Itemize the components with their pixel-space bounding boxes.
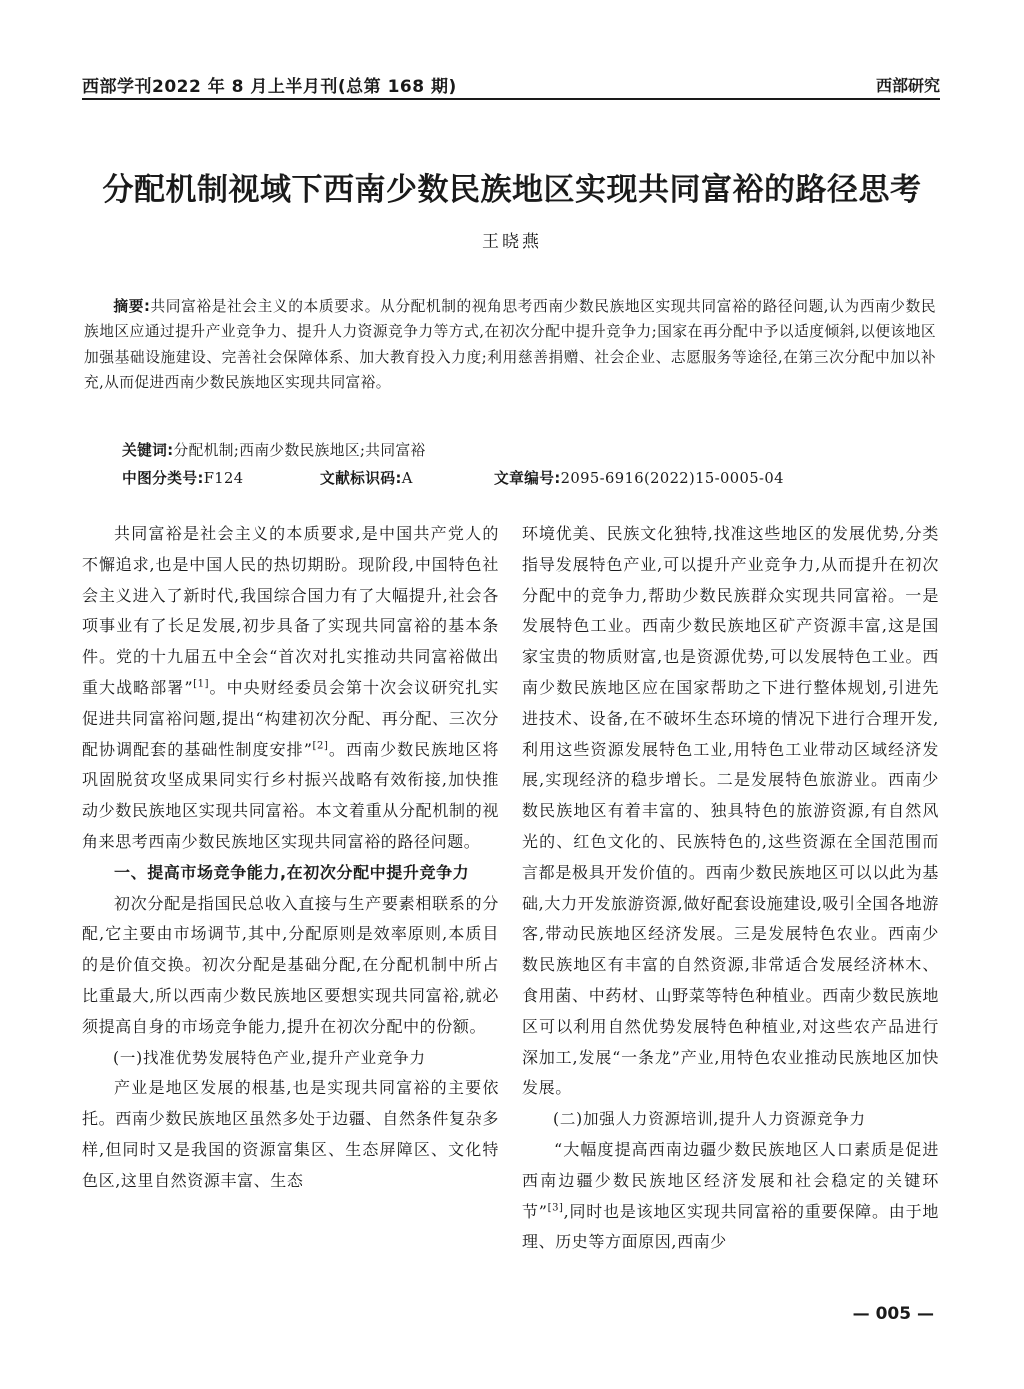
abstract-label: 摘要:	[113, 298, 151, 315]
keywords-label: 关键词:	[122, 442, 174, 459]
keywords	[122, 440, 936, 462]
citation-2: [2]	[312, 740, 329, 752]
header-rule	[82, 98, 940, 100]
journal-issue: 西部学刊2022 年 8 月上半月刊(总第 168 期)	[82, 76, 457, 97]
article-title: 分配机制视域下西南少数民族地区实现共同富裕的路径思考	[102, 172, 922, 208]
abstract-text: 共同富裕是社会主义的本质要求。从分配机制的视角思考西南少数民族地区实现共同富裕的路径问题,认为西南少数民族地区应通过提升产业竞争力、提升人力资源竞争力等方式,在初次分配中提升竞争力;国家在再分配中予以适度倾斜,以便该地区加强基础设施建设、完善社会保障体系、加大教育投入力度;利用慈善捐赠、社会企业、志愿服务等途径,在第三次分配中加以补充,从而促进西南少数民族地区实现共同富裕。	[84, 298, 936, 392]
citation-1: [1]	[193, 678, 210, 690]
article-number: 文章编号:2095-6916(2022)15-0005-04	[494, 470, 784, 487]
running-header	[82, 70, 940, 98]
abstract	[84, 294, 936, 396]
author-name: 王晓燕	[482, 232, 542, 252]
subsection-heading-1: (一)找准优势发展特色产业,提升产业竞争力	[113, 1048, 426, 1067]
page-number: — 005 —	[852, 1304, 934, 1324]
keywords-text: 分配机制;西南少数民族地区;共同富裕	[173, 442, 426, 459]
document-code: 文献标识码:A	[320, 470, 413, 487]
intro-paragraph: 共同富裕是社会主义的本质要求,是中国共产党人的不懈追求,也是中国人民的热切期盼。现阶段,中国特色社会主义进入了新时代,我国综合国力有了大幅提升,社会各项事业有了长足发展,初步具备了实现共同富裕的基本条件。党的十九届五中全会“首次对扎实推动共同富裕做出重大战略部署”[1]。中央财经委员会第十次会议研究扎实促进共同富裕问题,提出“构建初次分配、再分配、三次分配协调配套的基础性制度安排”[2]。西南少数民族地区将巩固脱贫攻坚成果同实行乡村振兴战略有效衔接,加快推动少数民族地区实现共同富裕。本文着重从分配机制的视角来思考西南少数民族地区实现共同富裕的路径问题。	[82, 524, 499, 851]
subsection-heading-2: (二)加强人力资源培训,提升人力资源竞争力	[553, 1110, 866, 1129]
body-column-left	[82, 519, 499, 1289]
citation-3: [3]	[547, 1202, 564, 1214]
paragraph-human-resources: “大幅度提高西南边疆少数民族地区人口素质是促进西南边疆少数民族地区经济发展和社会稳定的关键环节”[3],同时也是该地区实现共同富裕的重要保障。由于地理、历史等方面原因,西南少	[522, 1139, 939, 1252]
section-heading-1: 一、提高市场竞争能力,在初次分配中提升竞争力	[114, 862, 470, 882]
paragraph-industry-start: 产业是地区发展的根基,也是实现共同富裕的主要依托。西南少数民族地区虽然多处于边疆、自然条件复杂多样,但同时又是我国的资源富集区、生态屏障区、文化特色区,这里自然资源丰富、生态	[82, 1078, 499, 1190]
paragraph-primary-distribution: 初次分配是指国民总收入直接与生产要素相联系的分配,它主要由市场调节,其中,分配原则是效率原则,本质目的是价值交换。初次分配是基础分配,在分配机制中所占比重最大,所以西南少数民族地区要想实现共同富裕,就必须提高自身的市场竞争能力,提升在初次分配中的份额。	[82, 893, 499, 1036]
section-name: 西部研究	[875, 75, 940, 95]
body-column-right	[522, 519, 939, 1289]
paragraph-industry-continued: 环境优美、民族文化独特,找准这些地区的发展优势,分类指导发展特色产业,可以提升产业竞争力,从而提升在初次分配中的竞争力,帮助少数民族群众实现共同富裕。一是发展特色工业。西南少数民族地区矿产资源丰富,这是国家宝贵的物质财富,也是资源优势,可以发展特色工业。西南少数民族地区应在国家帮助之下进行整体规划,引进先进技术、设备,在不破坏生态环境的情况下进行合理开发,利用这些资源发展特色工业,用特色工业带动区域经济发展,实现经济的稳步增长。二是发展特色旅游业。西南少数民族地区有着丰富的、独具特色的旅游资源,有自然风光的、红色文化的、民族特色的,这些资源在全国范围而言都是极具开发价值的。西南少数民族地区可以以此为基础,大力开发旅游资源,做好配套设施建设,吸引全国各地游客,带动民族地区经济发展。三是发展特色农业。西南少数民族地区有丰富的自然资源,非常适合发展经济林木、食用菌、中药材、山野菜等特色种植业。西南少数民族地区可以利用自然优势发展特色种植业,对这些农产品进行深加工,发展“一条龙”产业,用特色农业推动民族地区加快发展。	[522, 524, 939, 1098]
clc-number: 中图分类号:F124	[122, 470, 244, 487]
